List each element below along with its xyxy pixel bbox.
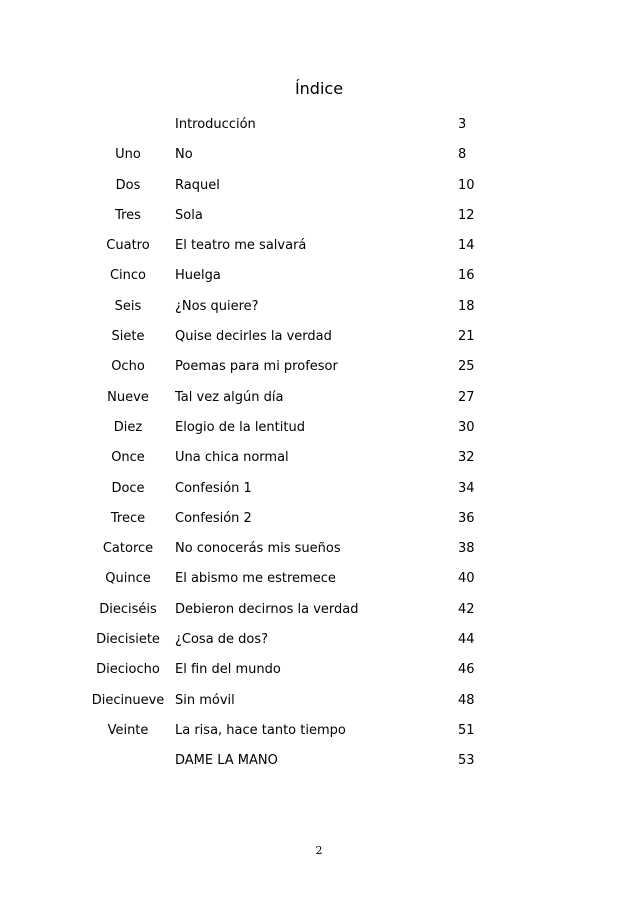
- chapter-page: 34: [458, 480, 475, 496]
- table-of-contents: [0, 117, 638, 784]
- chapter-title: Huelga: [175, 268, 221, 284]
- chapter-number: Trece: [110, 510, 146, 526]
- chapter-page: 46: [458, 662, 475, 678]
- chapter-title: Debieron decirnos la verdad: [175, 601, 359, 617]
- chapter-number: Uno: [115, 147, 141, 163]
- chapter-page: 16: [458, 268, 475, 284]
- chapter-title: No conocerás mis sueños: [175, 541, 341, 557]
- chapter-number: Catorce: [102, 541, 154, 557]
- toc-entry: [0, 359, 638, 389]
- chapter-number: Dos: [115, 177, 141, 193]
- chapter-number: Dieciocho: [96, 662, 160, 678]
- chapter-page: 53: [458, 753, 475, 769]
- toc-entry: [0, 632, 638, 662]
- chapter-title: ¿Cosa de dos?: [175, 632, 269, 648]
- chapter-title: Sola: [175, 207, 203, 223]
- chapter-title: El fin del mundo: [175, 662, 281, 678]
- chapter-page: 14: [458, 238, 475, 254]
- chapter-page: 51: [458, 722, 475, 738]
- chapter-number: Ocho: [111, 359, 145, 375]
- chapter-number: Diecisiete: [96, 632, 160, 648]
- chapter-title: No: [175, 147, 193, 163]
- chapter-title: Poemas para mi profesor: [175, 359, 338, 375]
- toc-entry: [0, 420, 638, 450]
- toc-entry: [0, 390, 638, 420]
- toc-entry: [0, 511, 638, 541]
- toc-entry: [0, 329, 638, 359]
- toc-entry: [0, 662, 638, 692]
- toc-entry: [0, 541, 638, 571]
- chapter-title: Quise decirles la verdad: [175, 329, 332, 345]
- toc-entry: [0, 693, 638, 723]
- chapter-number: Nueve: [107, 389, 149, 405]
- chapter-page: 21: [458, 329, 475, 345]
- chapter-title: Raquel: [175, 177, 220, 193]
- chapter-title: Sin móvil: [175, 692, 235, 708]
- chapter-page: 30: [458, 419, 475, 435]
- chapter-page: 42: [458, 601, 475, 617]
- chapter-number: Dieciséis: [99, 601, 157, 617]
- chapter-page: 12: [458, 207, 475, 223]
- chapter-number: Tres: [115, 207, 141, 223]
- chapter-title: El abismo me estremece: [175, 571, 336, 587]
- chapter-number: Diecinueve: [91, 692, 165, 708]
- toc-entry: [0, 571, 638, 601]
- chapter-page: 38: [458, 541, 475, 557]
- chapter-title: Tal vez algún día: [175, 389, 284, 405]
- toc-entry: [0, 147, 638, 177]
- chapter-title: Una chica normal: [175, 450, 289, 466]
- toc-entry: [0, 117, 638, 147]
- toc-entry: [0, 268, 638, 298]
- toc-entry: [0, 602, 638, 632]
- chapter-number: Diez: [113, 419, 143, 435]
- chapter-title: Confesión 2: [175, 510, 252, 526]
- chapter-title: El teatro me salvará: [175, 238, 307, 254]
- chapter-number: Quince: [105, 571, 151, 587]
- toc-entry: [0, 238, 638, 268]
- chapter-number: Doce: [111, 480, 145, 496]
- chapter-number: Cuatro: [106, 238, 150, 254]
- toc-entry: [0, 208, 638, 238]
- chapter-title: ¿Nos quiere?: [175, 298, 259, 314]
- chapter-title: Introducción: [175, 117, 256, 132]
- chapter-page: 40: [458, 571, 475, 587]
- chapter-page: 36: [458, 510, 475, 526]
- chapter-page: 44: [458, 632, 475, 648]
- toc-entry: [0, 753, 638, 783]
- chapter-page: 10: [458, 177, 475, 193]
- chapter-title: La risa, hace tanto tiempo: [175, 722, 346, 738]
- chapter-page: 48: [458, 692, 475, 708]
- chapter-title: Elogio de la lentitud: [175, 419, 305, 435]
- chapter-number: Seis: [114, 298, 142, 314]
- chapter-number: Once: [111, 450, 145, 466]
- toc-entry: [0, 723, 638, 753]
- chapter-page: 3: [458, 117, 467, 132]
- chapter-page: 25: [458, 359, 475, 375]
- chapter-page: 27: [458, 389, 475, 405]
- toc-entry: [0, 299, 638, 329]
- chapter-title: DAME LA MANO: [175, 753, 278, 769]
- chapter-number: Siete: [111, 329, 145, 345]
- chapter-number: Cinco: [109, 268, 147, 284]
- toc-entry: [0, 481, 638, 511]
- toc-entry: [0, 178, 638, 208]
- page-number: 2: [315, 844, 323, 857]
- chapter-title: Confesión 1: [175, 480, 252, 496]
- chapter-page: 8: [458, 147, 467, 163]
- chapter-page: 32: [458, 450, 475, 466]
- toc-entry: [0, 450, 638, 480]
- chapter-page: 18: [458, 298, 475, 314]
- page-title: Índice: [294, 79, 344, 98]
- chapter-number: Veinte: [107, 722, 149, 738]
